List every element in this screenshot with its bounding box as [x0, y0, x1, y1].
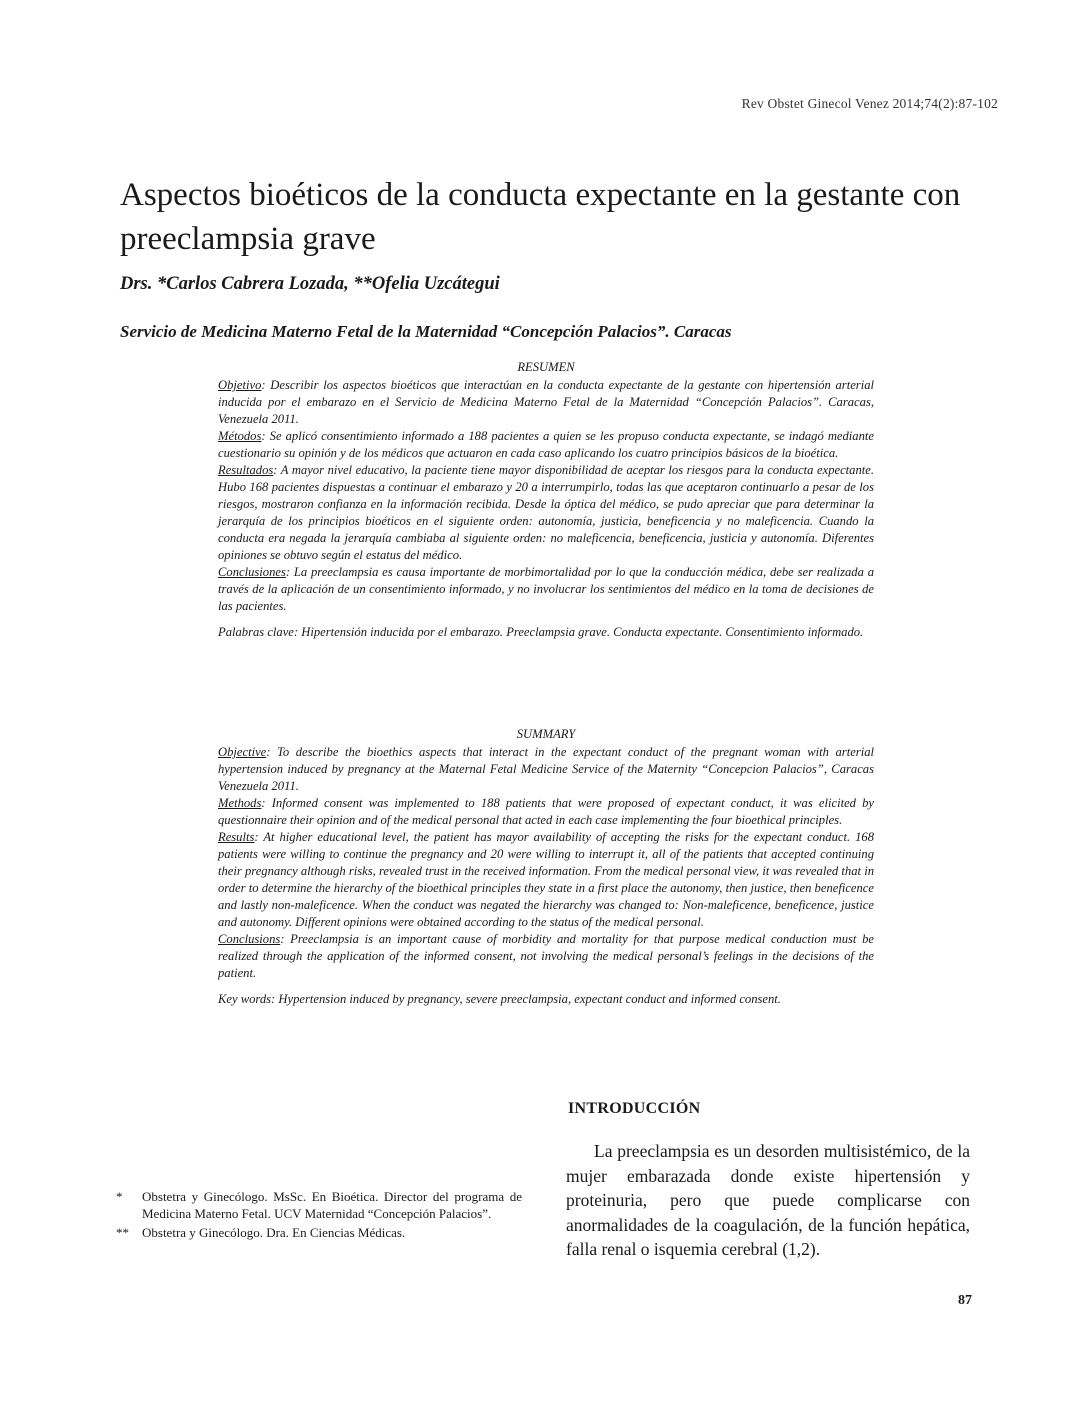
summary-results-label: Results: [218, 830, 255, 844]
resumen-conclusiones-text: : La preeclampsia es causa importante de morbimortalidad por lo que la conducción médica, debe ser realizada a través de la aplicación de un consentimiento informado, y no involucrar los sentimientos del médico en la toma de decisiones de las pacientes.: [218, 565, 874, 613]
summary-methods-label: Methods: [218, 796, 262, 810]
summary-methods-text: : Informed consent was implemented to 188 patients that were proposed of expectant conduct, it was elicited by questionnaire their opinion and of the medical personal that acted in each case implementing the four bioethical principles.: [218, 796, 874, 827]
footnote-text: Obstetra y Ginecólogo. MsSc. En Bioética. Director del programa de Medicina Materno Fetal. UCV Maternidad “Concepción Palacios”.: [142, 1189, 522, 1221]
footnote-mark: *: [116, 1189, 123, 1204]
summary-heading: SUMMARY: [516, 727, 576, 741]
summary-conclusions-label: Conclusions: [218, 932, 281, 946]
summary-conclusions: [218, 931, 874, 982]
resumen-resultados-label: Resultados: [218, 463, 274, 477]
article-title: Aspectos bioéticos de la conducta expectante en la gestante con preeclampsia grave: [120, 177, 961, 257]
resumen-section: [218, 359, 874, 641]
summary-results-text: : At higher educational level, the patient has mayor availability of accepting the risks for the expectant conduct. 168 patients were willing to continue the pregnancy and 20 were willing to interrupt it, all of the patients that accepted continuing their pregnancy although risks, revealed trust in the received information. From the medical personal view, it was revealed that in order to determine the hierarchy of the bioethical principles they state in a first place the autonomy, then justice, then beneficence and lastly non-maleficence. When the conduct was negated the hierarchy was changed to: Non-maleficence, beneficence, justice and autonomy. Different opinions were obtained according to the status of the medical personal.: [218, 830, 874, 929]
summary-objective-label: Objective: [218, 745, 267, 759]
article-affiliation: Servicio de Medicina Materno Fetal de la Maternidad “Concepción Palacios”. Caracas: [120, 322, 732, 341]
summary-keywords: Key words: Hypertension induced by pregnancy, severe preeclampsia, expectant conduct and informed consent.: [218, 992, 781, 1006]
journal-reference: Rev Obstet Ginecol Venez 2014;74(2):87-102: [741, 96, 998, 111]
resumen-objetivo: [218, 377, 874, 428]
resumen-metodos-text: : Se aplicó consentimiento informado a 188 pacientes a quien se les propuso conducta expectante, se indagó mediante cuestionario su opinión y de los médicos que actuaron en cada caso aplicando los cuatro principios básicos de la bioética.: [218, 429, 874, 460]
resumen-conclusiones-label: Conclusiones: [218, 565, 286, 579]
resumen-resultados: [218, 462, 874, 564]
footnote-item: [116, 1224, 522, 1241]
page-number: 87: [958, 1293, 972, 1308]
introduccion-heading: INTRODUCCIÓN: [568, 1100, 701, 1117]
footnote-mark: **: [116, 1225, 129, 1240]
resumen-heading: RESUMEN: [517, 360, 575, 374]
summary-results: [218, 829, 874, 931]
footnote-item: [116, 1188, 522, 1222]
footnote-text: Obstetra y Ginecólogo. Dra. En Ciencias Médicas.: [142, 1225, 406, 1240]
introduccion-paragraph: La preeclampsia es un desorden multisistémico, de la mujer embarazada donde existe hipertensión y proteinuria, pero que puede complicarse con anormalidades de la coagulación, de la función hepática, falla renal o isquemia cerebral (1,2).: [566, 1141, 970, 1259]
resumen-metodos: [218, 428, 874, 462]
summary-conclusions-text: : Preeclampsia is an important cause of morbidity and mortality for that purpose medical conduction must be realized through the application of the informed consent, not involving the medical personal’s feelings in the decisions of the patient.: [218, 932, 874, 980]
resumen-metodos-label: Métodos: [218, 429, 262, 443]
summary-section: [218, 726, 874, 1008]
footnotes: [116, 1188, 522, 1243]
summary-objective: [218, 744, 874, 795]
resumen-conclusiones: [218, 564, 874, 615]
resumen-resultados-text: : A mayor nivel educativo, la paciente tiene mayor disponibilidad de aceptar los riesgos para la conducta expectante. Hubo 168 pacientes dispuestas a continuar el embarazo y 20 a interrumpirlo, todas las que aceptaron continuarlo a pesar de los riesgos, mostraron confianza en la información recibida. Desde la óptica del médico, se pudo apreciar que para determinar la jerarquía de los principios bioéticos en el siguiente orden: autonomía, justicia, beneficencia y no maleficencia. Cuando la conducta era negada la jerarquía cambiaba al siguiente orden: no maleficencia, beneficencia, justicia y autonomía. Diferentes opiniones se obtuvo según el estatus del médico.: [218, 463, 874, 562]
summary-objective-text: : To describe the bioethics aspects that interact in the expectant conduct of the pregnant woman with arterial hypertension induced by pregnancy at the Maternal Fetal Medicine Service of the Maternity “Concepcion Palacios”, Caracas Venezuela 2011.: [218, 745, 874, 793]
article-authors: Drs. *Carlos Cabrera Lozada, **Ofelia Uzcátegui: [120, 274, 500, 294]
summary-methods: [218, 795, 874, 829]
resumen-keywords: Palabras clave: Hipertensión inducida por el embarazo. Preeclampsia grave. Conducta expectante. Consentimiento informado.: [218, 625, 864, 639]
resumen-objetivo-label: Objetivo: [218, 378, 262, 392]
resumen-objetivo-text: : Describir los aspectos bioéticos que interactúan en la conducta expectante de la gestante con hipertensión arterial inducida por el embarazo en el Servicio de Medicina Materno Fetal de la Maternidad “Concepción Palacios”. Caracas, Venezuela 2011.: [218, 378, 874, 426]
